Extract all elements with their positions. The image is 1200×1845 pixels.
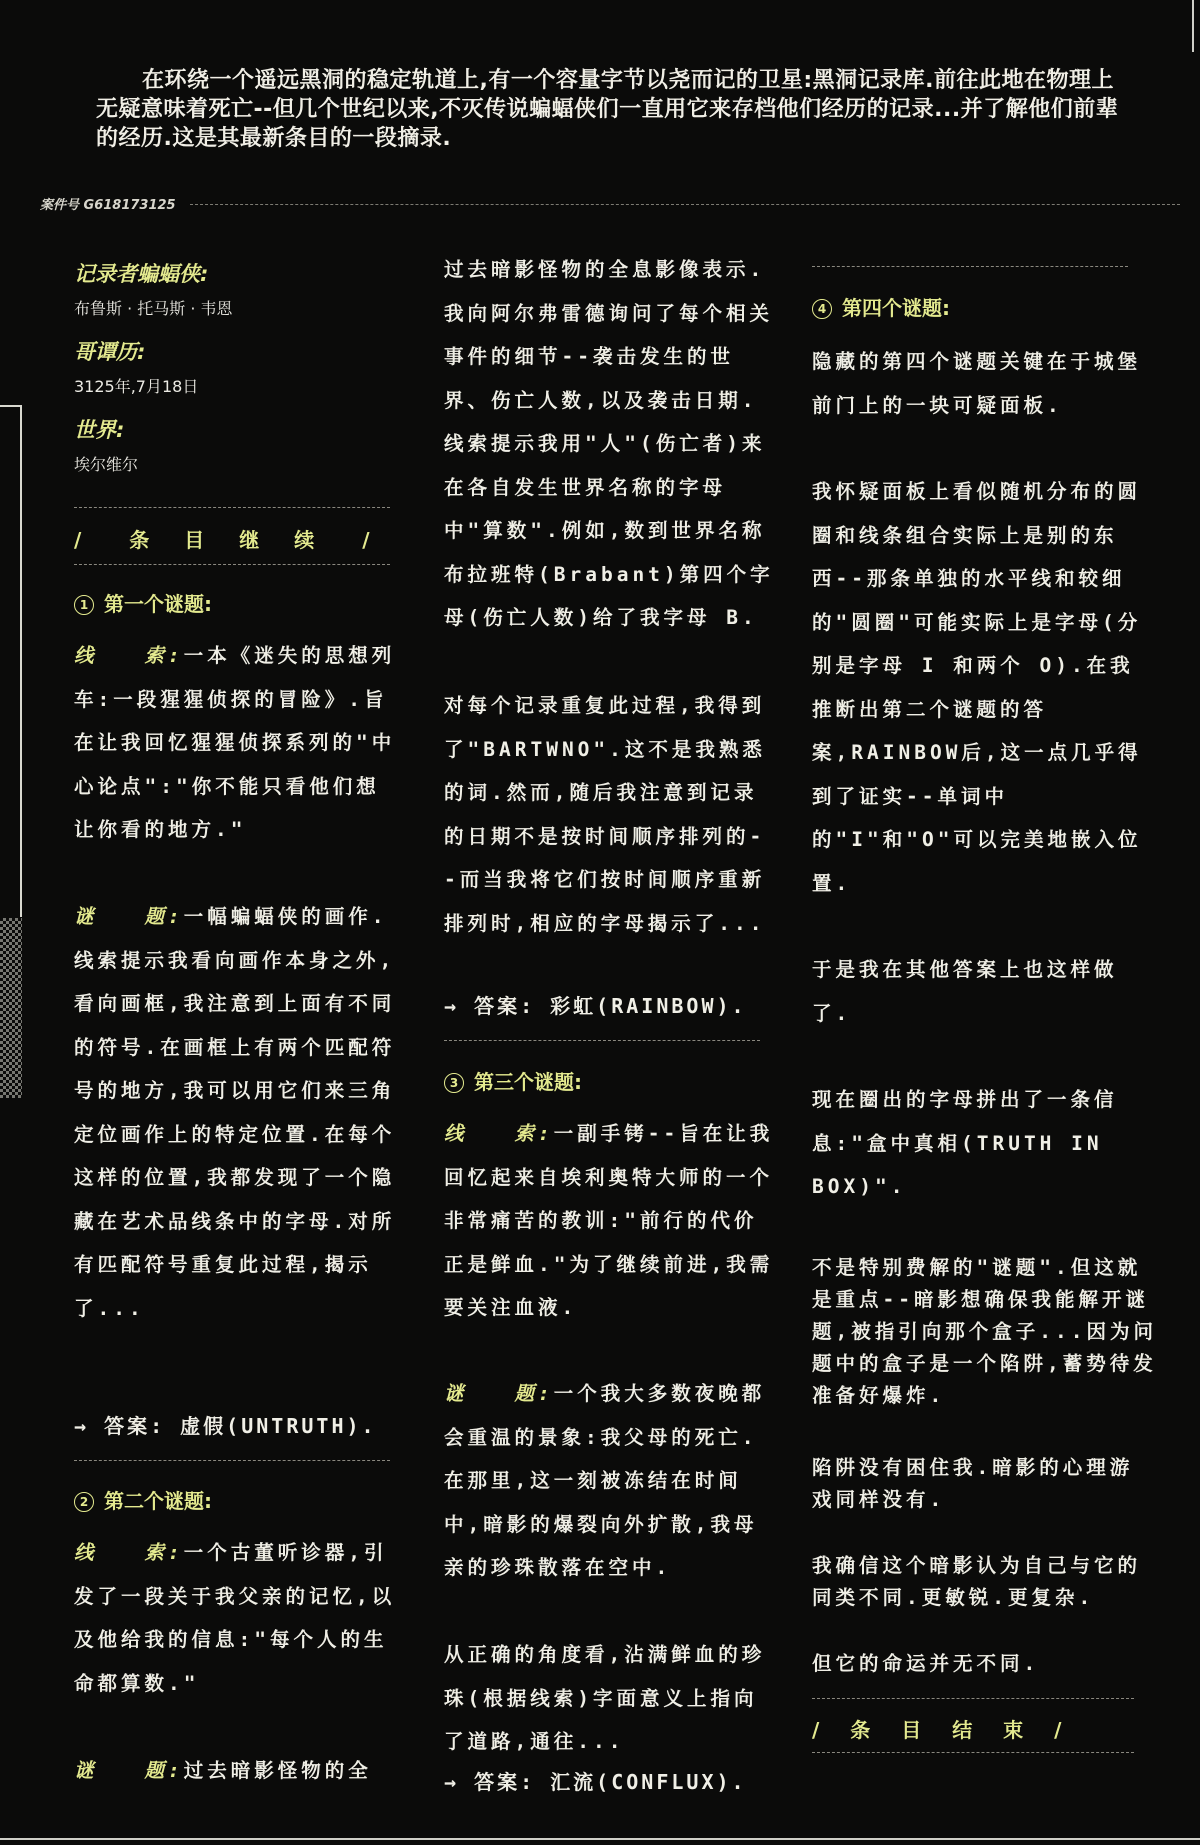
puzzle-2-riddle-label: 谜 题: xyxy=(74,1758,184,1782)
puzzle-2-number: 2 xyxy=(74,1492,94,1512)
intro-paragraph: 在环绕一个遥远黑洞的稳定轨道上,有一个容量字节以尧而记的卫星:黑洞记录库.前往此地在物理上无疑意味着死亡--但几个世纪以来,不灭传说蝙蝠侠们一直用它来存档他们经历的记录...并了解他们前辈的经历.这是其最新条目的一段摘录. xyxy=(96,68,1119,151)
puzzle-3-riddle-text: 一个我大多数夜晚都会重温的景象:我父母的死亡.在那里,这一刻被冻结在时间中,暗影的爆裂向外扩散,我母亲的珍珠散落在空中. xyxy=(444,1382,766,1579)
puzzle-3-divider xyxy=(812,266,1128,267)
puzzle-2-clue xyxy=(74,1531,400,1831)
puzzle-3-clue-text: 一副手铐--旨在让我回忆起来自埃利奥特大师的一个非常痛苦的教训:"前行的代价正是鲜血."为了继续前进,我需要关注血液. xyxy=(444,1122,774,1319)
puzzle-3-riddle-label: 谜 题: xyxy=(444,1382,554,1405)
puzzle-2-para2: 对每个记录重复此过程,我得到了"BARTWNO".这不是我熟悉的词.然而,随后我注意到记录的日期不是按时间顺序排列的--而当我将它们按时间顺序重新排列时,相应的字母揭示了... xyxy=(444,694,766,935)
puzzle-1-clue-text: 一本《迷失的思想列车:一段猩猩侦探的冒险》.旨在让我回忆猩猩侦探系列的"中心论点":"你不能只看他们想让你看的地方." xyxy=(74,644,396,841)
puzzle-2-clue-label: 线 索: xyxy=(74,1541,184,1564)
puzzle-3-answer: → 答案: 汇流(CONFLUX). xyxy=(444,1770,747,1794)
puzzle-3-number: 3 xyxy=(444,1073,464,1093)
puzzle-4-p1: 隐藏的第四个谜题关键在于城堡前门上的一块可疑面板. xyxy=(812,350,1142,417)
entry-end: / 条 目 结 束 / xyxy=(812,1718,1074,1742)
puzzle-2-riddle xyxy=(444,248,774,640)
recorder-label: 记录者蝙蝠侠: xyxy=(74,262,209,286)
puzzle-2-clue-text: 一个古董听诊器,引发了一段关于我父亲的记忆,以及他给我的信息:"每个人的生命都算数." xyxy=(74,1541,396,1695)
world-value: 埃尔维尔 xyxy=(74,455,139,474)
entry-continued: / 条 目 继 续 / xyxy=(74,528,384,552)
puzzle-1-divider xyxy=(74,1460,390,1461)
puzzle-3-riddle xyxy=(444,1372,774,1590)
puzzle-2-riddle-start: 过去暗影怪物的全 xyxy=(183,1758,372,1782)
puzzle-4-number: 4 xyxy=(812,299,832,319)
puzzle-4-p6: 陷阱没有困住我.暗影的心理游戏同样没有. xyxy=(812,1456,1134,1511)
puzzle-4-p4: 现在圈出的字母拼出了一条信息:"盒中真相(TRUTH IN BOX)". xyxy=(812,1088,1118,1198)
bottom-border xyxy=(0,1838,1200,1840)
case-number-row xyxy=(40,194,1140,214)
puzzle-1-riddle-text: 一幅蝙蝠侠的画作.线索提示我看向画作本身之外,看向画框,我注意到上面有不同的符号.在画框上有两个匹配符号的地方,我可以用它们来三角定位画作上的特定位置.在每个这样的位置,我都发现了一个隐藏在艺术品线条中的字母.对所有匹配符号重复此过程,揭示了... xyxy=(74,905,396,1320)
puzzle-2-heading xyxy=(74,1485,212,1514)
end-top-divider xyxy=(812,1698,1134,1699)
puzzle-1-clue-label: 线 索: xyxy=(74,644,184,667)
puzzle-3-heading xyxy=(444,1066,582,1095)
puzzle-1-title: 第一个谜题: xyxy=(104,592,212,616)
recorder-value: 布鲁斯 · 托马斯 · 韦恩 xyxy=(74,299,233,318)
calendar-label: 哥谭历: xyxy=(74,340,146,364)
puzzle-3-title: 第三个谜题: xyxy=(474,1070,582,1094)
end-bottom-divider xyxy=(812,1752,1134,1753)
puzzle-3-para2: 从正确的角度看,沾满鲜血的珍珠(根据线索)字面意义上指向了道路,通往... xyxy=(444,1643,766,1753)
world-label: 世界: xyxy=(74,418,125,442)
puzzle-2-title: 第二个谜题: xyxy=(104,1489,212,1513)
puzzle-4-p8: 但它的命运并无不同. xyxy=(812,1652,1040,1675)
puzzle-4-p2: 我怀疑面板上看似随机分布的圆圈和线条组合实际上是别的东西--那条单独的水平线和较细的"圆圈"可能实际上是字母(分别是字母 I 和两个 O).在我推断出第二个谜题的答案,RAINBOW后,这一点几乎得到了证实--单词中的"I"和"O"可以完美地嵌入位置. xyxy=(812,480,1142,895)
puzzle-2-riddle-text: 过去暗影怪物的全息影像表示.我向阿尔弗雷德询问了每个相关事件的细节--袭击发生的世界、伤亡人数,以及袭击日期.线索提示我用"人"(伤亡者)来在各自发生世界名称的字母中"算数".例如,数到世界名称布拉班特(Brabant)第四个字母(伤亡人数)给了我字母 B. xyxy=(444,258,774,629)
puzzle-4-title: 第四个谜题: xyxy=(842,296,950,320)
puzzle-4-p7: 我确信这个暗影认为自己与它的同类不同.更敏锐.更复杂. xyxy=(812,1554,1142,1609)
calendar-value: 3125年,7月18日 xyxy=(74,377,199,396)
header-divider xyxy=(74,507,390,508)
right-edge-line xyxy=(1192,0,1194,52)
puzzle-4-p3: 于是我在其他答案上也这样做了. xyxy=(812,958,1118,1025)
puzzle-2-answer: → 答案: 彩虹(RAINBOW). xyxy=(444,994,747,1018)
left-edge-tick xyxy=(0,405,22,407)
left-edge-line xyxy=(20,405,22,917)
case-divider xyxy=(190,204,1180,205)
puzzle-2-divider xyxy=(444,1040,760,1041)
puzzle-1-riddle xyxy=(74,895,400,1330)
continue-divider xyxy=(74,564,390,565)
puzzle-1-heading xyxy=(74,588,212,617)
puzzle-4-p5: 不是特别费解的"谜题".但这就是重点--暗影想确保我能解开谜题,被指引向那个盒子...因为问题中的盒子是一个陷阱,蓄势待发准备好爆炸. xyxy=(812,1256,1157,1407)
puzzle-1-number: 1 xyxy=(74,595,94,615)
puzzle-1-clue xyxy=(74,634,400,852)
puzzle-3-clue xyxy=(444,1112,774,1330)
puzzle-3-clue-label: 线 索: xyxy=(444,1122,554,1145)
left-halftone-pattern xyxy=(0,918,22,1098)
puzzle-4-heading xyxy=(812,292,950,321)
puzzle-1-riddle-label: 谜 题: xyxy=(74,905,184,928)
case-number: 案件号 G618173125 xyxy=(40,198,176,213)
puzzle-1-answer: → 答案: 虚假(UNTRUTH). xyxy=(74,1414,377,1438)
